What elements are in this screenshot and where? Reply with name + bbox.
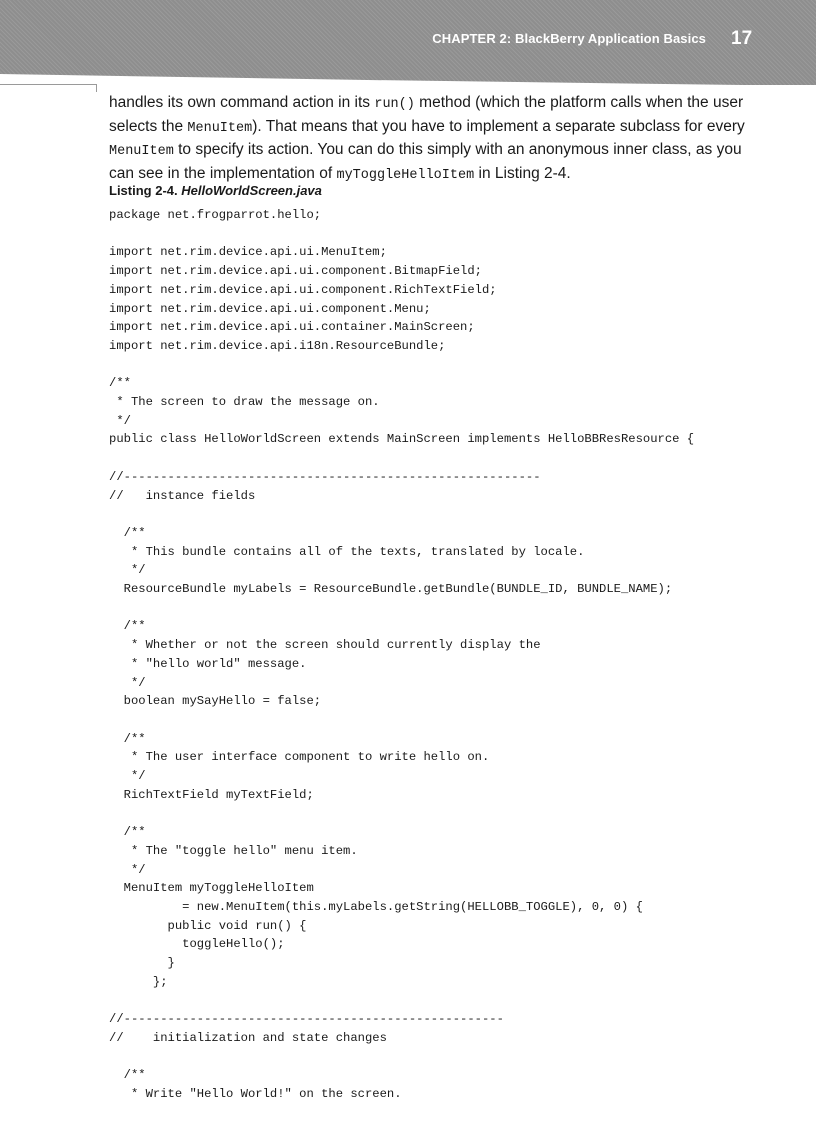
code-line: */ (109, 769, 146, 784)
listing-caption (109, 183, 322, 198)
code-line: package net.frogparrot.hello; (109, 208, 322, 222)
code-line (109, 449, 694, 468)
code-line: } (109, 956, 175, 971)
code-line: import net.rim.device.api.i18n.ResourceBundle; (109, 338, 446, 353)
code-line: //--------------------------------------------------------- (109, 469, 541, 484)
code-listing (109, 206, 694, 1104)
code-line: */ (109, 862, 146, 877)
page-number: 17 (731, 28, 753, 49)
code-line: /** (109, 619, 146, 634)
code-line: * "hello world" message. (109, 656, 307, 671)
paragraph-text: to specify its action. You can do this simply with an anonymous inner class, as you can see in the implementation of (109, 141, 742, 182)
code-line: /** (109, 376, 131, 391)
code-line: // initialization and state changes (109, 1030, 387, 1045)
body-paragraph (109, 92, 759, 186)
margin-rule (0, 84, 96, 85)
inline-code: run() (374, 97, 415, 112)
code-line: /** (109, 731, 146, 746)
inline-code: MenuItem (109, 144, 174, 159)
listing-label: Listing 2-4. (109, 183, 178, 198)
code-line (109, 356, 694, 375)
chapter-title: CHAPTER 2: BlackBerry Application Basics (432, 31, 706, 46)
code-line: */ (109, 675, 146, 690)
code-line (109, 992, 694, 1011)
code-line: import net.rim.device.api.ui.component.Menu; (109, 301, 431, 316)
code-line: boolean mySayHello = false; (109, 694, 322, 709)
code-line: }; (109, 974, 168, 989)
code-line: * The "toggle hello" menu item. (109, 843, 358, 858)
code-line: MenuItem myToggleHelloItem (109, 881, 314, 896)
code-line: /** (109, 1068, 146, 1083)
code-line: */ (109, 413, 131, 428)
code-line: = new.MenuItem(this.myLabels.getString(HELLOBB_TOGGLE), 0, 0) { (109, 900, 643, 915)
code-line: /** (109, 825, 146, 840)
code-line: // instance fields (109, 488, 256, 503)
code-line: */ (109, 563, 146, 578)
code-line: * The user interface component to write hello on. (109, 750, 490, 765)
code-line: * Whether or not the screen should currently display the (109, 638, 541, 653)
paragraph-text: ). That means that you have to implement a separate subclass for every (252, 117, 745, 135)
code-line: import net.rim.device.api.ui.component.BitmapField; (109, 264, 482, 279)
code-line (109, 1048, 694, 1067)
inline-code: myToggleHelloItem (336, 167, 475, 183)
code-line: /** (109, 525, 146, 540)
code-line (109, 711, 694, 730)
margin-rule-tick (96, 84, 97, 92)
code-line: import net.rim.device.api.ui.MenuItem; (109, 245, 387, 260)
code-line: ResourceBundle myLabels = ResourceBundle.getBundle(BUNDLE_ID, BUNDLE_NAME); (109, 582, 673, 597)
code-line: toggleHello(); (109, 937, 285, 952)
code-line (109, 505, 694, 524)
code-line (109, 805, 694, 824)
code-line: * This bundle contains all of the texts, translated by locale. (109, 544, 585, 559)
paragraph-text: method (which the platform calls when the user selects the (109, 94, 744, 135)
code-line: public class HelloWorldScreen extends MainScreen implements HelloBBResResource { (109, 432, 695, 447)
code-line: import net.rim.device.api.ui.component.RichTextField; (109, 282, 497, 297)
code-line (109, 599, 694, 618)
inline-code: MenuItem (187, 120, 253, 136)
code-line: * The screen to draw the message on. (109, 395, 380, 410)
code-line: RichTextField myTextField; (109, 787, 314, 802)
code-line (109, 225, 694, 244)
code-line: public void run() { (109, 918, 307, 933)
paragraph-text: in Listing 2-4. (474, 164, 571, 182)
code-line: import net.rim.device.api.ui.container.MainScreen; (109, 320, 475, 335)
paragraph-text: handles its own command action in its (109, 94, 375, 111)
listing-title: HelloWorldScreen.java (181, 183, 322, 198)
code-line: //---------------------------------------------------- (109, 1012, 504, 1027)
code-line: * Write "Hello World!" on the screen. (109, 1087, 402, 1102)
